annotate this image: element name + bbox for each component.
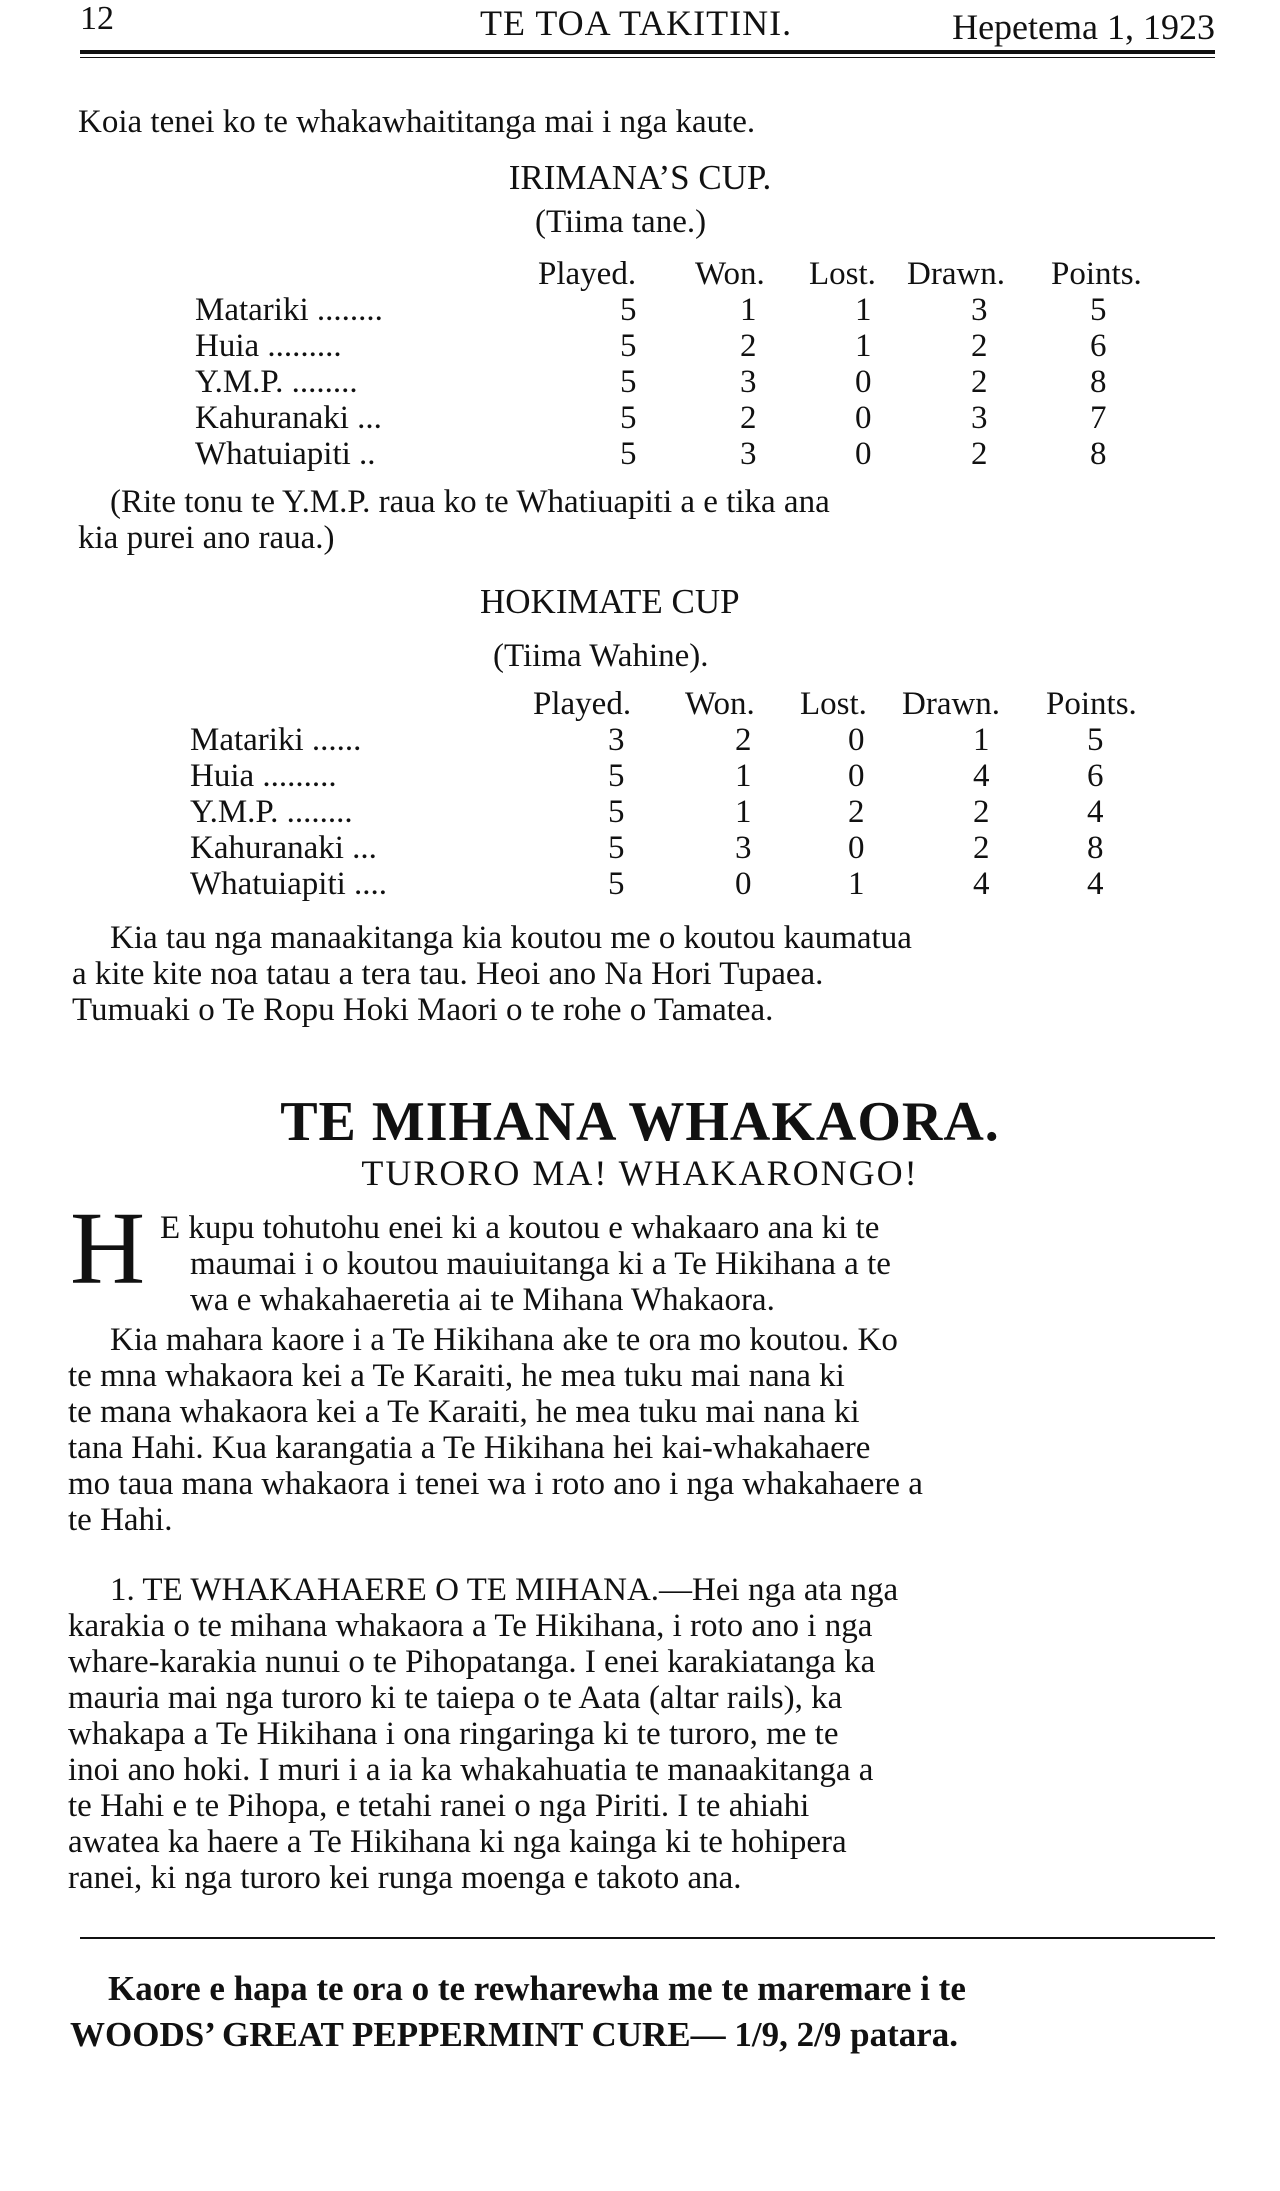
drawn-value: 2 — [973, 830, 990, 866]
irimana-cup-table — [195, 256, 1225, 472]
table-row — [190, 830, 1220, 866]
drawn-value: 3 — [971, 400, 988, 436]
closing-line2: a kite kite noa tatau a tera tau. Heoi ano Na Hori Tupaea. — [72, 956, 824, 992]
played-value: 5 — [620, 292, 637, 328]
table2-title: HOKIMATE CUP — [480, 582, 740, 621]
team-name: Whatuiapiti .. — [195, 436, 376, 472]
points-value: 4 — [1087, 794, 1104, 830]
article-para2-line: mo taua mana whakaora i tenei wa i roto ano i nga whakahaere a — [68, 1466, 923, 1502]
points-value: 5 — [1090, 292, 1107, 328]
table-header-row — [190, 686, 1220, 722]
drawn-value: 2 — [971, 328, 988, 364]
table-row — [190, 758, 1220, 794]
article-para3-line: inoi ano hoki. I muri i a ia ka whakahuatia te manaakitanga a — [68, 1752, 874, 1788]
drawn-value: 2 — [973, 794, 990, 830]
section-divider — [80, 1937, 1215, 1939]
col-lost: Lost. — [800, 686, 867, 722]
played-value: 5 — [620, 436, 637, 472]
col-points: Points. — [1051, 256, 1142, 292]
drawn-value: 2 — [971, 364, 988, 400]
issue-date: Hepetema 1, 1923 — [952, 7, 1215, 47]
played-value: 5 — [620, 364, 637, 400]
points-value: 6 — [1090, 328, 1107, 364]
drawn-value: 2 — [971, 436, 988, 472]
won-value: 1 — [735, 794, 752, 830]
article-para2-line: Kia mahara kaore i a Te Hikihana ake te ora mo koutou. Ko — [110, 1322, 898, 1358]
won-value: 0 — [735, 866, 752, 902]
won-value: 1 — [735, 758, 752, 794]
points-value: 5 — [1087, 722, 1104, 758]
drawn-value: 1 — [973, 722, 990, 758]
table-row — [195, 436, 1225, 472]
team-name: Huia ......... — [190, 758, 337, 794]
team-name: Kahuranaki ... — [190, 830, 377, 866]
table1-note-line1: (Rite tonu te Y.M.P. raua ko te Whatiuapiti a e tika ana — [110, 484, 830, 520]
points-value: 6 — [1087, 758, 1104, 794]
closing-line3: Tumuaki o Te Ropu Hoki Maori o te rohe o Tamatea. — [72, 992, 774, 1028]
table-row — [195, 400, 1225, 436]
team-name: Y.M.P. ........ — [190, 794, 353, 830]
points-value: 7 — [1090, 400, 1107, 436]
article-para3-line: ranei, ki nga turoro kei runga moenga e takoto ana. — [68, 1860, 742, 1896]
article-para2-line: te Hahi. — [68, 1502, 173, 1538]
team-name: Matariki ........ — [195, 292, 383, 328]
article-para2-line: te mna whakaora kei a Te Karaiti, he mea tuku mai nana ki — [68, 1358, 845, 1394]
played-value: 3 — [608, 722, 625, 758]
won-value: 2 — [740, 400, 757, 436]
article-para3-line: karakia o te mihana whakaora a Te Hikihana, i roto ano i nga — [68, 1608, 873, 1644]
col-drawn: Drawn. — [902, 686, 1001, 722]
header-rule-thin — [80, 57, 1215, 58]
drop-cap: H — [70, 1191, 146, 1306]
played-value: 5 — [620, 400, 637, 436]
won-value: 3 — [735, 830, 752, 866]
points-value: 8 — [1090, 436, 1107, 472]
lost-value: 1 — [848, 866, 865, 902]
played-value: 5 — [608, 830, 625, 866]
col-points: Points. — [1046, 686, 1137, 722]
table-row — [195, 328, 1225, 364]
article-para3-line: 1. TE WHAKAHAERE O TE MIHANA.—Hei nga ata nga — [110, 1572, 899, 1608]
article-para3-line: awatea ka haere a Te Hikihana ki nga kainga ki te hohipera — [68, 1824, 847, 1860]
won-value: 1 — [740, 292, 757, 328]
played-value: 5 — [608, 866, 625, 902]
advert-line1: Kaore e hapa te ora o te rewharewha me te maremare i te — [108, 1969, 966, 2008]
won-value: 2 — [740, 328, 757, 364]
table1-subtitle: (Tiima tane.) — [535, 204, 707, 240]
drawn-value: 3 — [971, 292, 988, 328]
lost-value: 0 — [855, 436, 872, 472]
points-value: 8 — [1090, 364, 1107, 400]
team-name: Y.M.P. ........ — [195, 364, 358, 400]
table-header-row — [195, 256, 1225, 292]
team-name: Kahuranaki ... — [195, 400, 382, 436]
article-para1-line: maumai i o koutou mauiuitanga ki a Te Hikihana a te — [190, 1246, 891, 1282]
drawn-value: 4 — [973, 866, 990, 902]
points-value: 4 — [1087, 866, 1104, 902]
team-name: Matariki ...... — [190, 722, 362, 758]
col-won: Won. — [685, 686, 755, 722]
article-para3-line: te Hahi e te Pihopa, e tetahi ranei o nga Piriti. I te ahiahi — [68, 1788, 810, 1824]
advert-line2: WOODS’ GREAT PEPPERMINT CURE— 1/9, 2/9 patara. — [70, 2015, 959, 2054]
article-para1-line: wa e whakahaeretia ai te Mihana Whakaora. — [190, 1282, 775, 1318]
drawn-value: 4 — [973, 758, 990, 794]
article-subtitle: TURORO MA! WHAKARONGO! — [361, 1153, 919, 1193]
won-value: 3 — [740, 436, 757, 472]
header-rule — [80, 50, 1215, 54]
page-header — [80, 0, 1215, 50]
lost-value: 2 — [848, 794, 865, 830]
team-name: Whatuiapiti .... — [190, 866, 388, 902]
article-para1-line: E kupu tohutohu enei ki a koutou e whakaaro ana ki te — [160, 1210, 880, 1246]
hokimate-cup-table — [190, 686, 1220, 902]
table-row — [195, 364, 1225, 400]
lost-value: 0 — [848, 830, 865, 866]
table-row — [195, 292, 1225, 328]
lost-value: 0 — [848, 722, 865, 758]
article-para3-line: whare-karakia nunui o te Pihopatanga. I enei karakiatanga ka — [68, 1644, 876, 1680]
table2-subtitle: (Tiima Wahine). — [493, 638, 709, 674]
played-value: 5 — [608, 758, 625, 794]
article-para3-line: whakapa a Te Hikihana i ona ringaringa ki te turoro, me te — [68, 1716, 839, 1752]
lost-value: 0 — [855, 364, 872, 400]
played-value: 5 — [608, 794, 625, 830]
col-played: Played. — [533, 686, 632, 722]
article-title: TE MIHANA WHAKAORA. — [280, 1091, 1000, 1153]
col-played: Played. — [538, 256, 637, 292]
won-value: 3 — [740, 364, 757, 400]
lost-value: 0 — [848, 758, 865, 794]
col-lost: Lost. — [809, 256, 876, 292]
points-value: 8 — [1087, 830, 1104, 866]
lost-value: 1 — [855, 328, 872, 364]
intro-text: Koia tenei ko te whakawhaititanga mai i nga kaute. — [78, 104, 756, 140]
table-row — [190, 794, 1220, 830]
table1-title: IRIMANA’S CUP. — [508, 158, 772, 197]
page-number: 12 — [80, 0, 114, 37]
won-value: 2 — [735, 722, 752, 758]
lost-value: 1 — [855, 292, 872, 328]
table-row — [190, 866, 1220, 902]
publication-title: TE TOA TAKITINI. — [480, 3, 793, 43]
table-row — [190, 722, 1220, 758]
article-para2-line: tana Hahi. Kua karangatia a Te Hikihana hei kai-whakahaere — [68, 1430, 871, 1466]
team-name: Huia ......... — [195, 328, 342, 364]
closing-line1: Kia tau nga manaakitanga kia koutou me o koutou kaumatua — [110, 920, 912, 956]
lost-value: 0 — [855, 400, 872, 436]
played-value: 5 — [620, 328, 637, 364]
article-para2-line: te mana whakaora kei a Te Karaiti, he mea tuku mai nana ki — [68, 1394, 860, 1430]
col-won: Won. — [695, 256, 765, 292]
article-para3-line: mauria mai nga turoro ki te taiepa o te Aata (altar rails), ka — [68, 1680, 843, 1716]
col-drawn: Drawn. — [907, 256, 1006, 292]
table1-note-line2: kia purei ano raua.) — [78, 520, 335, 556]
